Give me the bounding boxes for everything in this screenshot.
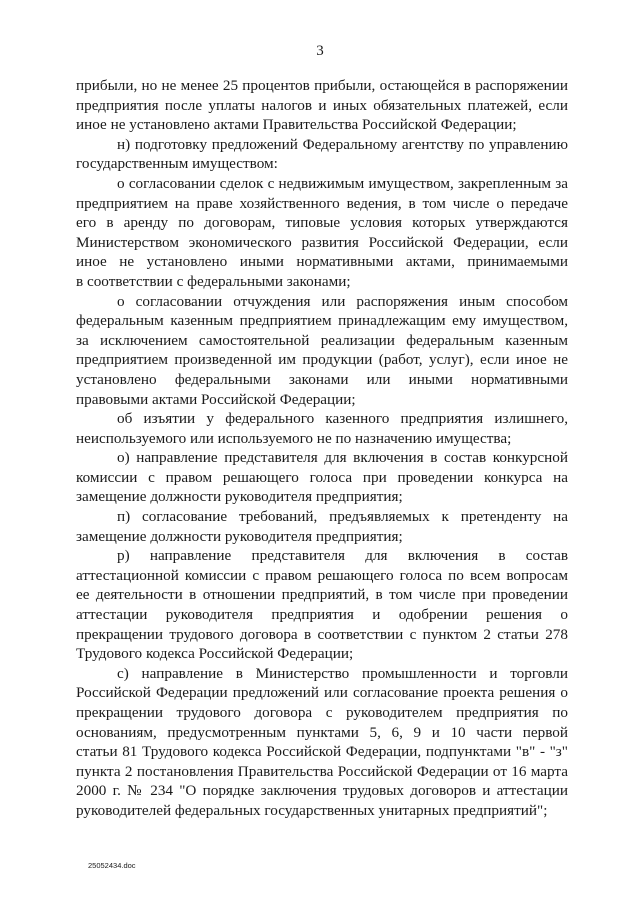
paragraph (76, 664, 568, 821)
paragraph (76, 507, 568, 546)
paragraph (76, 135, 568, 174)
text-line: р) направление представителя для включения в состав (117, 547, 568, 565)
text-line: ее деятельности в отношении предприятий, в том числе при проведении (76, 586, 568, 604)
text-line: предприятия после уплаты налогов и иных обязательных платежей, если (76, 96, 568, 114)
paragraph (76, 174, 568, 292)
document-body (76, 76, 568, 821)
text-line: Российской Федерации предложений или согласование проекта решения о (76, 684, 568, 702)
text-line: неиспользуемого или используемого не по назначению имущества; (76, 429, 512, 447)
text-line: пункта 2 постановления Правительства Российской Федерации от 16 марта (76, 762, 568, 780)
paragraph (76, 448, 568, 507)
text-line: н) подготовку предложений Федеральному агентству по управлению (117, 135, 568, 153)
text-line: его в аренду по договорам, типовые условия которых утверждаются (76, 214, 568, 232)
text-line: Трудового кодекса Российской Федерации; (76, 645, 354, 663)
paragraph (76, 409, 568, 448)
text-line: иное не установлено иными нормативными актами, принимаемыми (76, 253, 568, 271)
text-line: за исключением самостоятельной реализации федеральным казенным (76, 331, 568, 349)
text-line: прекращении трудового договора в соответствии с пунктом 2 статьи 278 (76, 625, 568, 643)
paragraph (76, 292, 568, 410)
text-line: предприятием на праве хозяйственного ведения, в том числе о передаче (76, 194, 568, 212)
text-line: в соответствии с федеральными законами; (76, 272, 351, 290)
text-line: п) согласование требований, предъявляемых к претенденту на (117, 508, 568, 526)
text-line: установлено федеральными законами или иными нормативными (76, 370, 568, 388)
text-line: прекращении трудового договора с руководителем предприятия по (76, 704, 568, 721)
text-line: прибыли, но не менее 25 процентов прибыли, остающейся в распоряжении (76, 77, 568, 94)
text-line: комиссии с правом решающего голоса при проведении конкурса на (76, 468, 568, 486)
paragraph (76, 76, 568, 135)
text-line: о) направление представителя для включения в состав конкурсной (117, 449, 568, 467)
text-line: замещение должности руководителя предприятия; (76, 488, 403, 506)
text-line: об изъятии у федерального казенного предприятия излишнего, (117, 410, 568, 428)
text-line: правовыми актами Российской Федерации; (76, 390, 356, 408)
page-number: 3 (316, 43, 324, 59)
text-line: иное не установлено актами Правительства Российской Федерации; (76, 116, 517, 134)
text-line: замещение должности руководителя предприятия; (76, 527, 403, 545)
text-line: государственным имуществом: (76, 155, 278, 173)
text-line: предприятием произведенной им продукции (работ, услуг), если иное не (76, 351, 568, 369)
text-line: 2000 г. № 234 "О порядке заключения трудовых договоров и аттестации (76, 782, 568, 800)
text-line: федеральным казенным предприятием принадлежащим ему имуществом, (76, 312, 568, 330)
text-line: с) направление в Министерство промышленности и торговли (117, 664, 568, 682)
text-line: руководителей федеральных государственных унитарных предприятий"; (76, 801, 548, 819)
text-line: статьи 81 Трудового кодекса Российской Федерации, подпунктами "в" - "з" (76, 743, 568, 761)
text-line: о согласовании сделок с недвижимым имуществом, закрепленным за (117, 174, 568, 192)
footer-file-code: 25052434.doc (88, 861, 136, 870)
text-line: о согласовании отчуждения или распоряжения иным способом (117, 292, 568, 310)
text-line: аттестационной комиссии с правом решающего голоса по всем вопросам (76, 566, 568, 584)
paragraph (76, 546, 568, 664)
text-line: Министерством экономического развития Российской Федерации, если (76, 233, 568, 251)
text-line: аттестации руководителя предприятия и одобрении решения о (76, 606, 568, 624)
text-line: основаниям, предусмотренным пунктами 5, 6, 9 и 10 части первой (76, 723, 568, 741)
